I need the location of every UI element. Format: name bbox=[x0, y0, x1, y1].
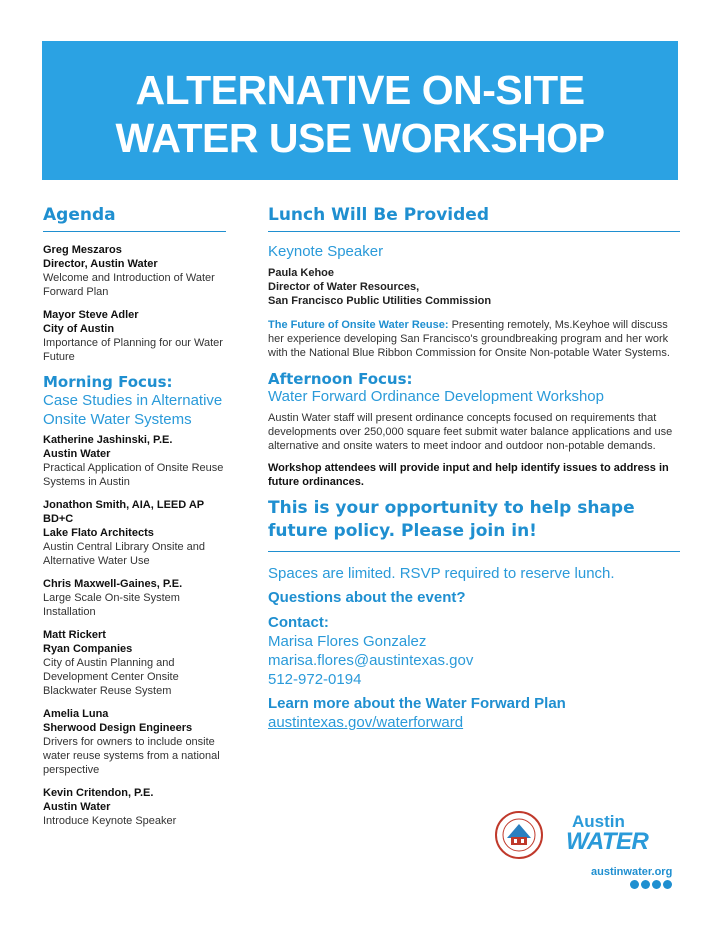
spaces-notice: Spaces are limited. RSVP required to reserve lunch. bbox=[268, 565, 615, 582]
water-forward-link[interactable]: austintexas.gov/waterforward bbox=[268, 714, 464, 731]
lunch-column bbox=[268, 205, 680, 732]
contact-name: Marisa Flores Gonzalez bbox=[268, 633, 427, 650]
speaker-item bbox=[43, 243, 226, 299]
learn-more-text: Learn more about the Water Forward Plan bbox=[268, 695, 566, 712]
contact-label: Contact: bbox=[268, 614, 329, 631]
title-line-1: ALTERNATIVE ON-SITE bbox=[135, 67, 585, 113]
youtube-icon[interactable] bbox=[663, 880, 672, 889]
morning-focus-heading: Morning Focus: bbox=[43, 373, 173, 391]
speaker-org: City of Austin bbox=[43, 323, 115, 335]
speaker-org: Austin Water bbox=[43, 801, 111, 813]
talk-text: Presenting remotely, Ms.Keyhoe will discuss her experience developing San Francisco's groundbreaking program and her work with the National Blue Ribbon Commission for Onsite Non-potable Water Systems. bbox=[268, 319, 670, 359]
keynote-label: Keynote Speaker bbox=[268, 243, 384, 260]
opportunity-callout: This is your opportunity to help shape future policy. Please join in! bbox=[268, 497, 680, 552]
keynote-description bbox=[268, 318, 680, 360]
speaker-topic: Practical Application of Onsite Reuse Systems in Austin bbox=[43, 462, 224, 488]
afternoon-paragraph: Austin Water staff will present ordinance concepts focused on requirements that developments over 250,000 square feet submit water balance applications and use alternative and onsite waters to meet indoor and outdoor non-potable demands. bbox=[268, 412, 673, 452]
speaker-topic: Importance of Planning for our Water Future bbox=[43, 337, 223, 363]
austin-water-logo bbox=[564, 812, 680, 892]
speaker-name: Kevin Critendon, P.E. bbox=[43, 787, 154, 799]
speaker-name: Chris Maxwell-Gaines, P.E. bbox=[43, 578, 183, 590]
brand-word-austin: Austin bbox=[572, 812, 625, 831]
website-link[interactable]: austinwater.org bbox=[591, 866, 673, 878]
speaker-name: Greg Meszaros bbox=[43, 244, 122, 256]
speaker-org: Sherwood Design Engineers bbox=[43, 722, 193, 734]
social-icons bbox=[630, 880, 672, 889]
contact-phone: 512-972-0194 bbox=[268, 671, 362, 688]
questions-heading: Questions about the event? bbox=[268, 589, 466, 606]
agenda-heading: Agenda bbox=[43, 205, 226, 232]
speaker-item bbox=[43, 498, 226, 568]
speaker-item bbox=[43, 577, 226, 619]
instagram-icon[interactable] bbox=[652, 880, 661, 889]
title-line-2: WATER USE WORKSHOP bbox=[115, 115, 605, 161]
speaker-name: Katherine Jashinski, P.E. bbox=[43, 434, 173, 446]
afternoon-paragraph-bold: Workshop attendees will provide input and help identify issues to address in future ordinances. bbox=[268, 462, 669, 488]
keynote-org: San Francisco Public Utilities Commission bbox=[268, 295, 492, 307]
afternoon-focus-heading: Afternoon Focus: bbox=[268, 370, 413, 388]
speaker-topic: Austin Central Library Onsite and Alternative Water Use bbox=[43, 541, 206, 567]
speaker-name: Matt Rickert bbox=[43, 629, 106, 641]
speaker-item bbox=[43, 433, 226, 489]
speaker-name: Mayor Steve Adler bbox=[43, 309, 139, 321]
speaker-name: Jonathon Smith, AIA, LEED AP BD+C bbox=[43, 499, 204, 525]
speaker-org: Ryan Companies bbox=[43, 643, 133, 655]
talk-title: The Future of Onsite Water Reuse: bbox=[268, 319, 449, 331]
keynote-role: Director of Water Resources, bbox=[268, 281, 420, 293]
agenda-column bbox=[43, 205, 226, 837]
speaker-topic: Welcome and Introduction of Water Forward Plan bbox=[43, 272, 215, 298]
speaker-topic: City of Austin Planning and Development Center Onsite Blackwater Reuse System bbox=[43, 657, 179, 697]
speaker-item bbox=[43, 707, 226, 777]
speaker-topic: Introduce Keynote Speaker bbox=[43, 815, 177, 827]
contact-email[interactable]: marisa.flores@austintexas.gov bbox=[268, 652, 474, 669]
keynote-name: Paula Kehoe bbox=[268, 267, 335, 279]
speaker-name: Amelia Luna bbox=[43, 708, 109, 720]
speaker-item bbox=[43, 628, 226, 698]
facebook-icon[interactable] bbox=[630, 880, 639, 889]
speaker-topic: Drivers for owners to include onsite water reuse systems from a national perspective bbox=[43, 736, 220, 776]
lunch-heading: Lunch Will Be Provided bbox=[268, 205, 680, 232]
brand-word-water: WATER bbox=[566, 828, 649, 855]
afternoon-focus-subtitle: Water Forward Ordinance Development Workshop bbox=[268, 388, 604, 405]
speaker-item bbox=[43, 308, 226, 364]
speaker-org: Austin Water bbox=[43, 448, 111, 460]
speaker-org: Lake Flato Architects bbox=[43, 527, 154, 539]
speaker-topic: Large Scale On-site System Installation bbox=[43, 592, 180, 618]
twitter-icon[interactable] bbox=[641, 880, 650, 889]
morning-focus-subtitle: Case Studies in Alternative Onsite Water Systems bbox=[43, 392, 223, 428]
title-banner bbox=[42, 41, 678, 180]
city-of-austin-seal-icon bbox=[494, 810, 544, 860]
speaker-org: Director, Austin Water bbox=[43, 258, 158, 270]
speaker-item bbox=[43, 786, 226, 828]
